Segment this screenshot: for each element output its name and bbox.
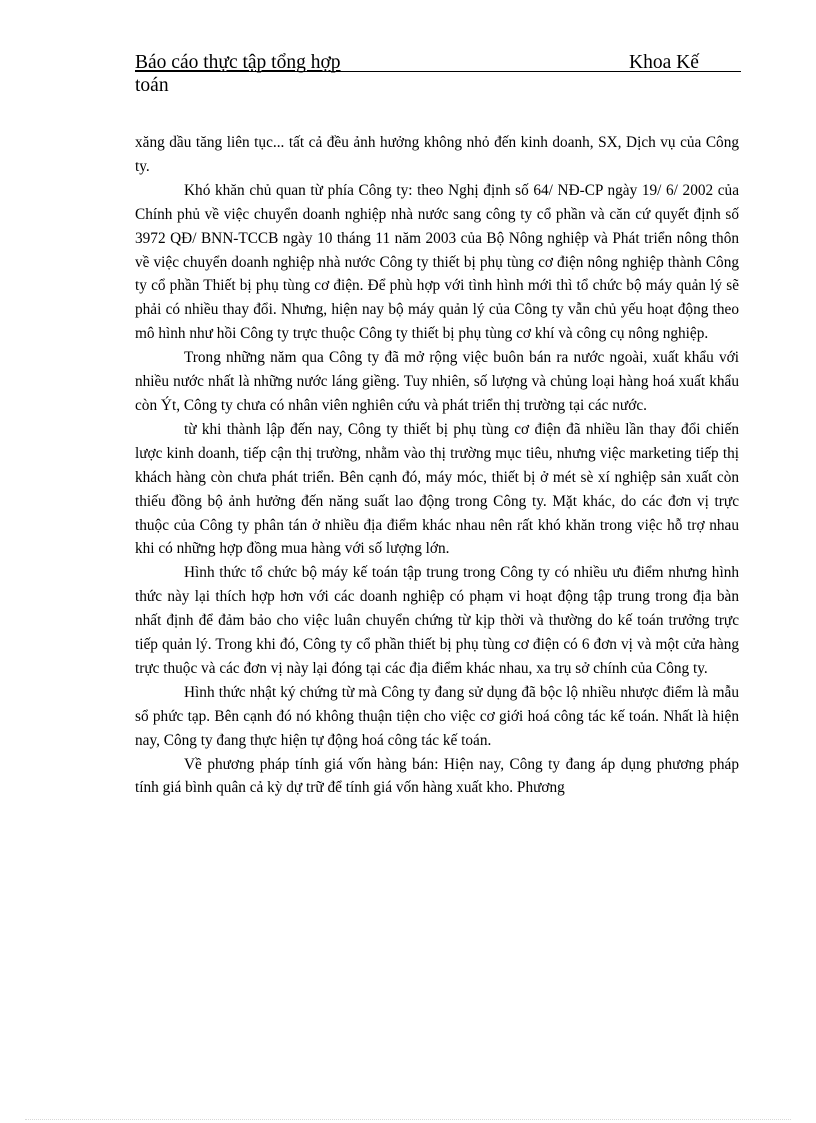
department-label-continuation: toán	[135, 75, 169, 96]
report-title: Báo cáo thực tập tổng hợp	[135, 52, 341, 73]
paragraph: Trong những năm qua Công ty đã mở rộng việc buôn bán ra nước ngoài, xuất khẩu với nhiều nước nhất là những nước láng giềng. Tuy nhiên, số lượng và chủng loại hàng hoá xuất khẩu còn Ýt, Công ty chưa có nhân viên nghiên cứu và phát triển thị trường tại các nước.	[135, 349, 739, 414]
body-text	[135, 131, 739, 800]
page-header	[135, 52, 741, 98]
paragraph: Về phương pháp tính giá vốn hàng bán: Hiện nay, Công ty đang áp dụng phương pháp tính giá bình quân cả kỳ dự trữ để tính giá vốn hàng xuất kho. Phương	[135, 755, 739, 797]
paragraph: Khó khăn chủ quan từ phía Công ty: theo Nghị định số 64/ NĐ-CP ngày 19/ 6/ 2002 của Chính phủ về việc chuyển doanh nghiệp nhà nước sang công ty cổ phần và căn cứ quyết định số 3972 QĐ/ BNN-TCCB ngày 10 tháng 11 năm 2003 của Bộ Nông nghiệp và Phát triển nông thôn về việc chuyển doanh nghiệp nhà nước Công ty thiết bị phụ tùng cơ điện nông nghiệp thành Công ty cổ phần Thiết bị phụ tùng cơ điện. Để phù hợp với tình hình mới thì tổ chức bộ máy quản lý sẽ phải có nhiều thay đổi. Nhưng, hiện nay bộ máy quản lý của Công ty vẫn chủ yếu hoạt động theo mô hình như hồi Công ty trực thuộc Công ty thiết bị phụ tùng cơ khí và công cụ nông nghiệp.	[135, 181, 739, 343]
paragraph: xăng dầu tăng liên tục... tất cả đều ảnh hưởng không nhỏ đến kinh doanh, SX, Dịch vụ của Công ty.	[135, 134, 739, 175]
department-label: Khoa Kế	[629, 52, 699, 73]
paragraph: từ khi thành lập đến nay, Công ty thiết bị phụ tùng cơ điện đã nhiều lần thay đổi chiến lược kinh doanh, tiếp cận thị trường, nhằm vào thị trường mục tiêu, nhưng việc marketing tiếp thị khách hàng còn chưa phát triển. Bên cạnh đó, máy móc, thiết bị ở mét sè xí nghiệp sản xuất còn thiếu đồng bộ ảnh hưởng đến năng suất lao động trong Công ty. Mặt khác, do các đơn vị trực thuộc của Công ty phân tán ở nhiều địa điểm khác nhau nên rất khó khăn trong việc hỗ trợ nhau khi có những hợp đồng mua hàng với số lượng lớn.	[135, 420, 739, 558]
footer-divider	[25, 1119, 791, 1120]
paragraph: Hình thức tổ chức bộ máy kế toán tập trung trong Công ty có nhiều ưu điểm nhưng hình thức này lại thích hợp hơn với các doanh nghiệp có phạm vi hoạt động tập trung trong địa bàn nhất định để đảm bảo cho việc luân chuyển chứng từ kịp thời và thường do kế toán trưởng trực tiếp quản lý. Trong khi đó, Công ty cổ phần thiết bị phụ tùng cơ điện có 6 đơn vị và một cửa hàng trực thuộc và các đơn vị này lại đóng tại các địa điểm khác nhau, xa trụ sở chính của Công ty.	[135, 564, 739, 677]
header-line	[135, 52, 741, 74]
paragraph: Hình thức nhật ký chứng từ mà Công ty đang sử dụng đã bộc lộ nhiều nhược điểm là mẫu sổ phức tạp. Bên cạnh đó nó không thuận tiện cho việc cơ giới hoá công tác kế toán. Nhất là hiện nay, Công ty đang thực hiện tự động hoá công tác kế toán.	[135, 683, 739, 749]
header-rule	[135, 71, 741, 72]
